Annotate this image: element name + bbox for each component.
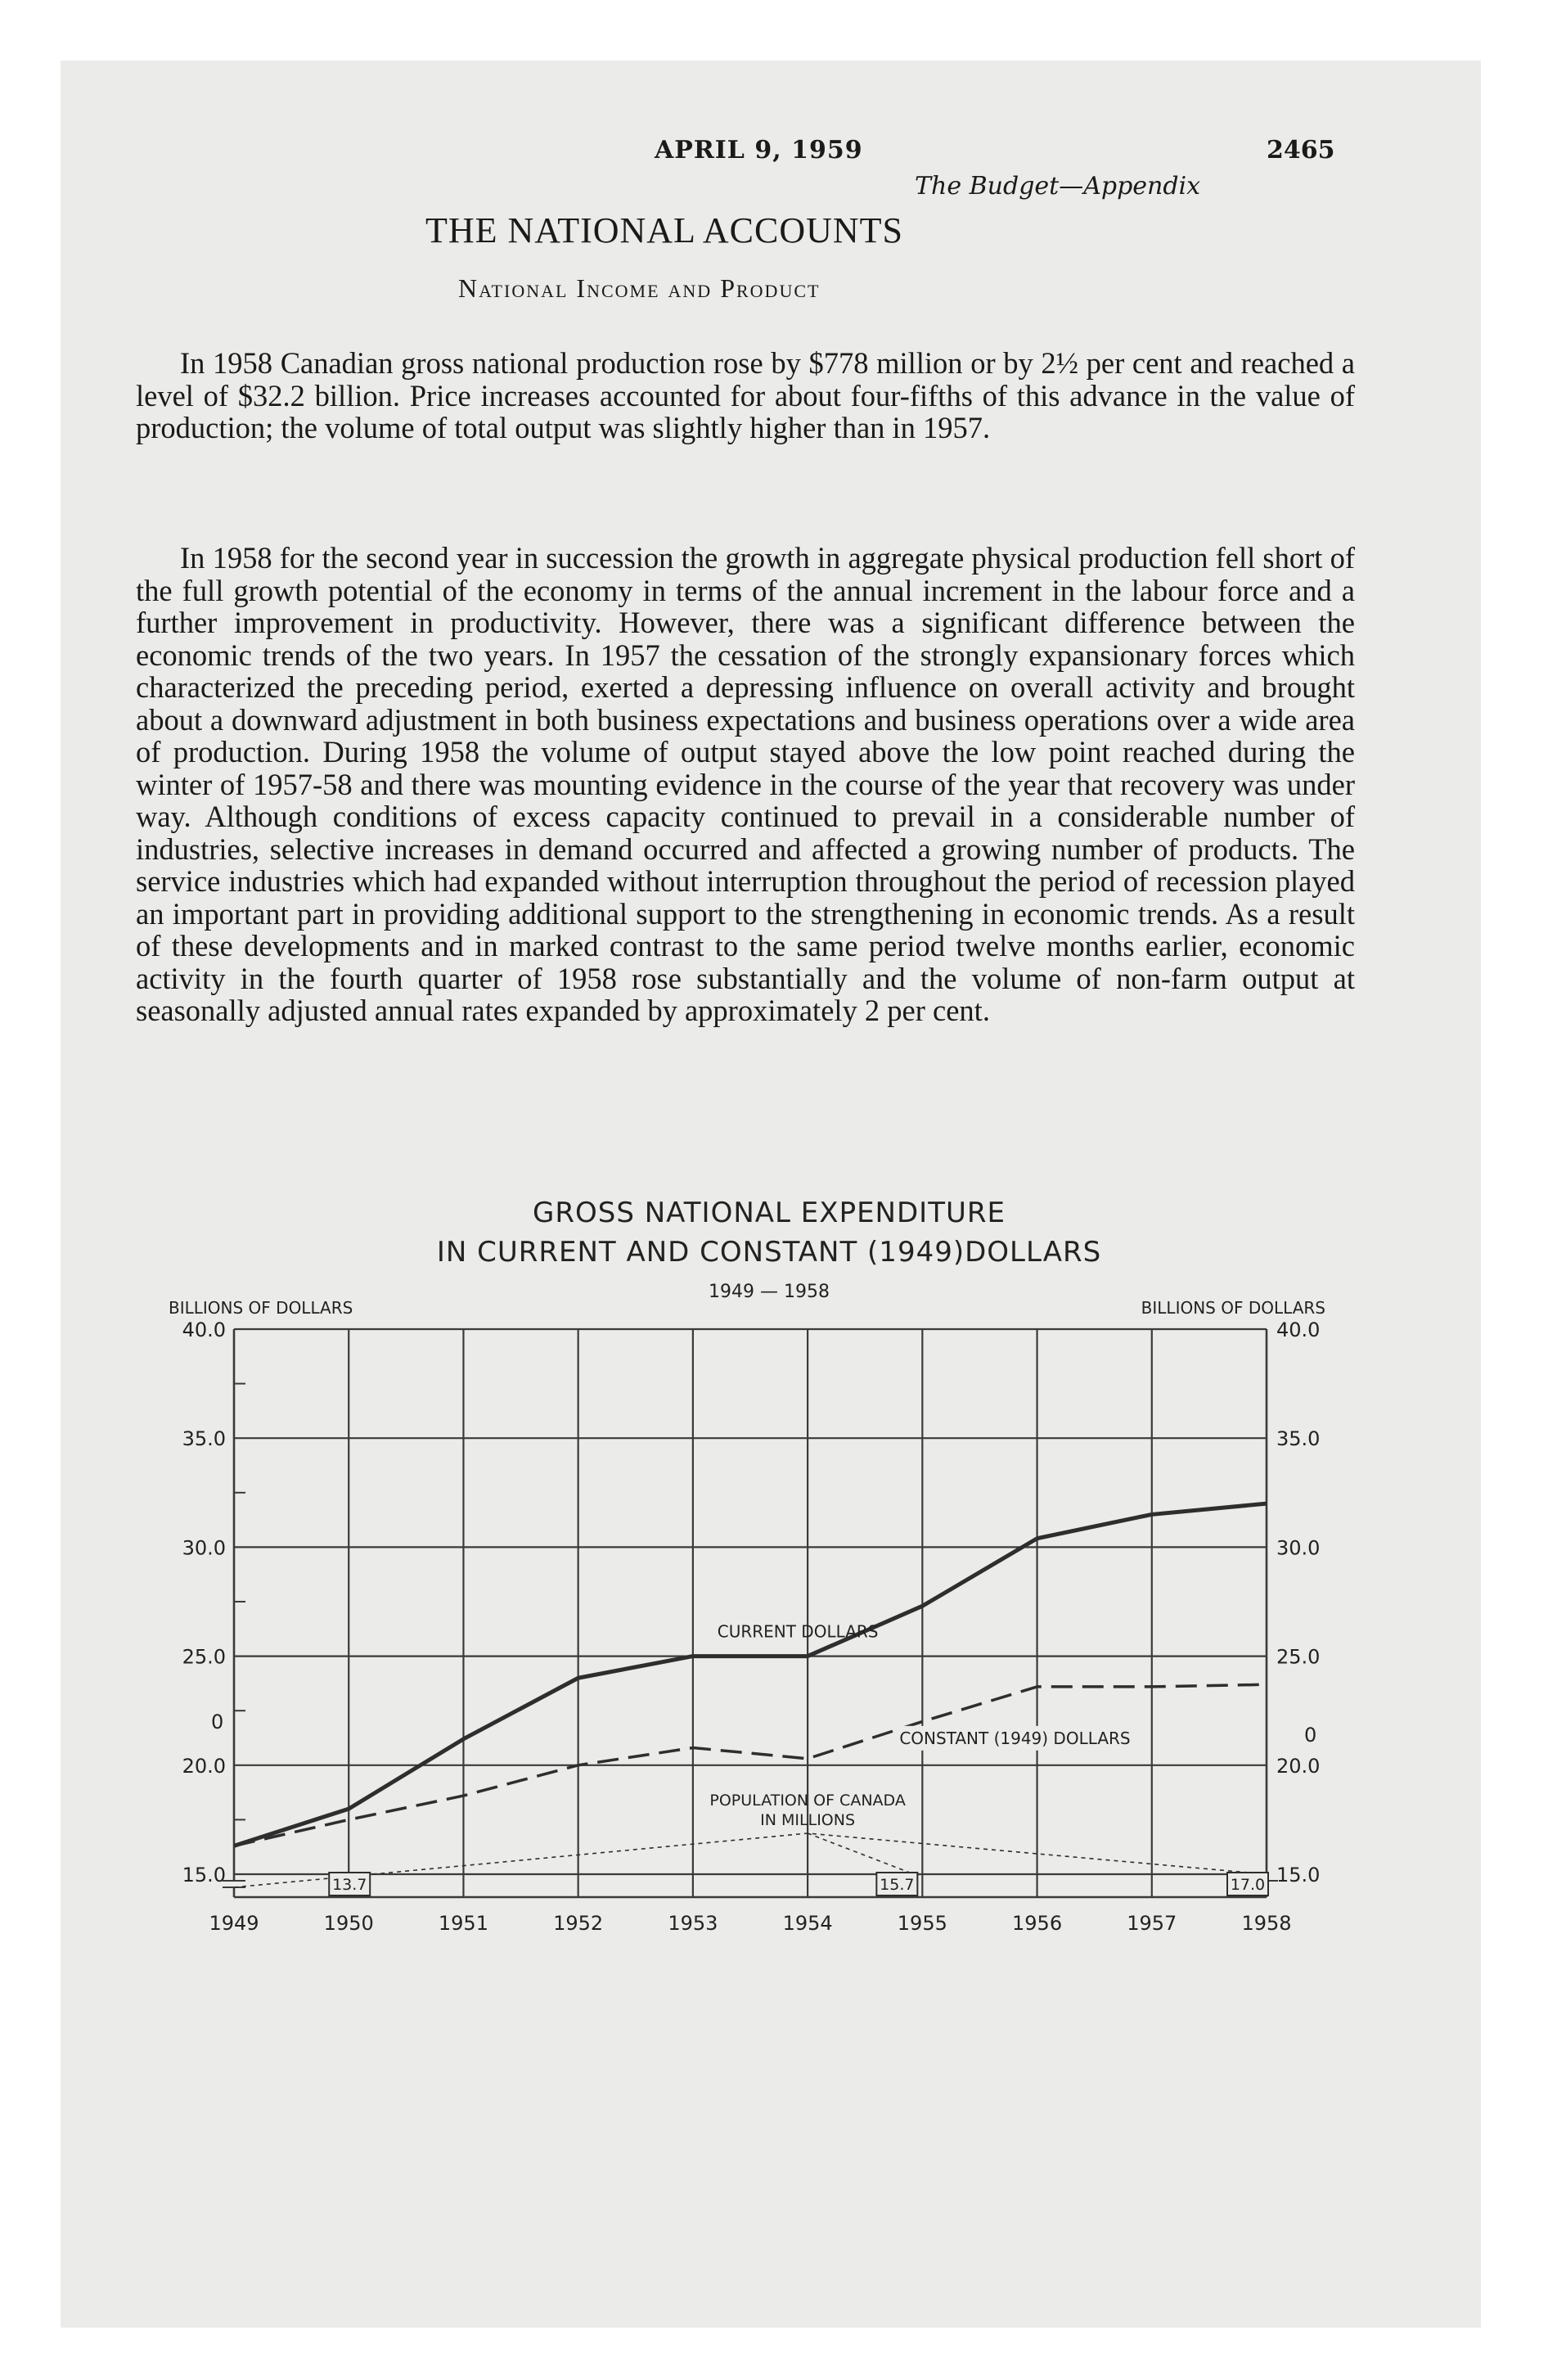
population-label-17.0: 17.0 [1230, 1876, 1266, 1894]
y-tick-left-40.0: 40.0 [182, 1318, 226, 1341]
y-tick-right-20.0: 20.0 [1276, 1754, 1321, 1778]
paragraph-1: In 1958 Canadian gross national production rose by $778 million or by 2½ per cent and reached a level of $32.2 billion. Price increases accounted for about four-fifths of this advance in the value of production; the volume of total output was slightly higher than in 1957. [136, 346, 1355, 444]
chart-period: 1949 — 1958 [709, 1282, 830, 1302]
y-axis-label-right: BILLIONS OF DOLLARS [1141, 1298, 1325, 1318]
y-tick-right-40.0: 40.0 [1276, 1318, 1321, 1341]
x-tick-1952: 1952 [553, 1912, 604, 1935]
population-title-2: IN MILLIONS [760, 1811, 856, 1829]
x-tick-1951: 1951 [438, 1912, 488, 1935]
population-label-15.7: 15.7 [880, 1876, 915, 1894]
x-tick-1950: 1950 [323, 1912, 374, 1935]
gne-chart [123, 1289, 1350, 1935]
population-label-13.7: 13.7 [332, 1876, 367, 1894]
x-tick-1957: 1957 [1127, 1912, 1177, 1935]
header-date: APRIL 9, 1959 [655, 136, 863, 165]
x-tick-1953: 1953 [668, 1912, 718, 1935]
series-label-constant: CONSTANT (1949) DOLLARS [899, 1728, 1131, 1748]
x-tick-1949: 1949 [209, 1912, 259, 1935]
section-title: The Budget—Appendix [915, 172, 1201, 201]
x-tick-1955: 1955 [897, 1912, 947, 1935]
y-axis-label-left: BILLIONS OF DOLLARS [169, 1298, 353, 1318]
y-tick-left-30.0: 30.0 [182, 1536, 226, 1560]
zero-label-right: 0 [1304, 1724, 1317, 1747]
article-title: THE NATIONAL ACCOUNTS [425, 210, 904, 250]
x-tick-1958: 1958 [1241, 1912, 1292, 1935]
article-subtitle: National Income and Product [458, 273, 821, 303]
x-tick-1956: 1956 [1012, 1912, 1063, 1935]
chart-title-line-2: IN CURRENT AND CONSTANT (1949)DOLLARS [436, 1236, 1102, 1269]
paragraph-2: In 1958 for the second year in succession the growth in aggregate physical production fell short of the full growth potential of the economy in terms of the annual increment in the labour force and a further improvement in productivity. However, there was a significant difference between the economic trends of the two years. In 1957 the cessation of the strongly expansionary forces which characterized the preceding period, exerted a depressing influence on overall activity and brought about a downward adjustment in both business expectations and business operations over a wide area of production. During 1958 the volume of output stayed above the low point reached during the winter of 1957-58 and there was mounting evidence in the course of the year that recovery was under way. Although conditions of excess capacity continued to prevail in a considerable number of industries, selective increases in demand occurred and affected a growing number of products. The service industries which had expanded without interruption throughout the period of recession played an important part in providing additional support to the strengthening in economic trends. As a result of these developments and in marked contrast to the same period twelve months earlier, economic activity in the fourth quarter of 1958 rose substantially and the volume of non-farm output at seasonally adjusted annual rates expanded by approximately 2 per cent. [136, 541, 1355, 1027]
population-title-1: POPULATION OF CANADA [709, 1792, 906, 1810]
y-tick-right-15.0: 15.0 [1276, 1864, 1321, 1886]
y-tick-left-35.0: 35.0 [182, 1427, 226, 1451]
y-tick-left-25.0: 25.0 [182, 1645, 226, 1669]
y-tick-left-20.0: 20.0 [182, 1754, 226, 1778]
series-label-current: CURRENT DOLLARS [717, 1621, 879, 1642]
axis-break-gap [224, 1881, 244, 1887]
y-tick-right-30.0: 30.0 [1276, 1536, 1321, 1560]
y-tick-right-35.0: 35.0 [1276, 1427, 1321, 1451]
zero-label-left: 0 [211, 1711, 224, 1733]
chart-title-line-1: GROSS NATIONAL EXPENDITURE [533, 1197, 1006, 1229]
page-number: 2465 [1267, 136, 1335, 165]
y-tick-left-15.0: 15.0 [182, 1864, 226, 1886]
x-tick-1954: 1954 [782, 1912, 833, 1935]
y-tick-right-25.0: 25.0 [1276, 1645, 1321, 1669]
